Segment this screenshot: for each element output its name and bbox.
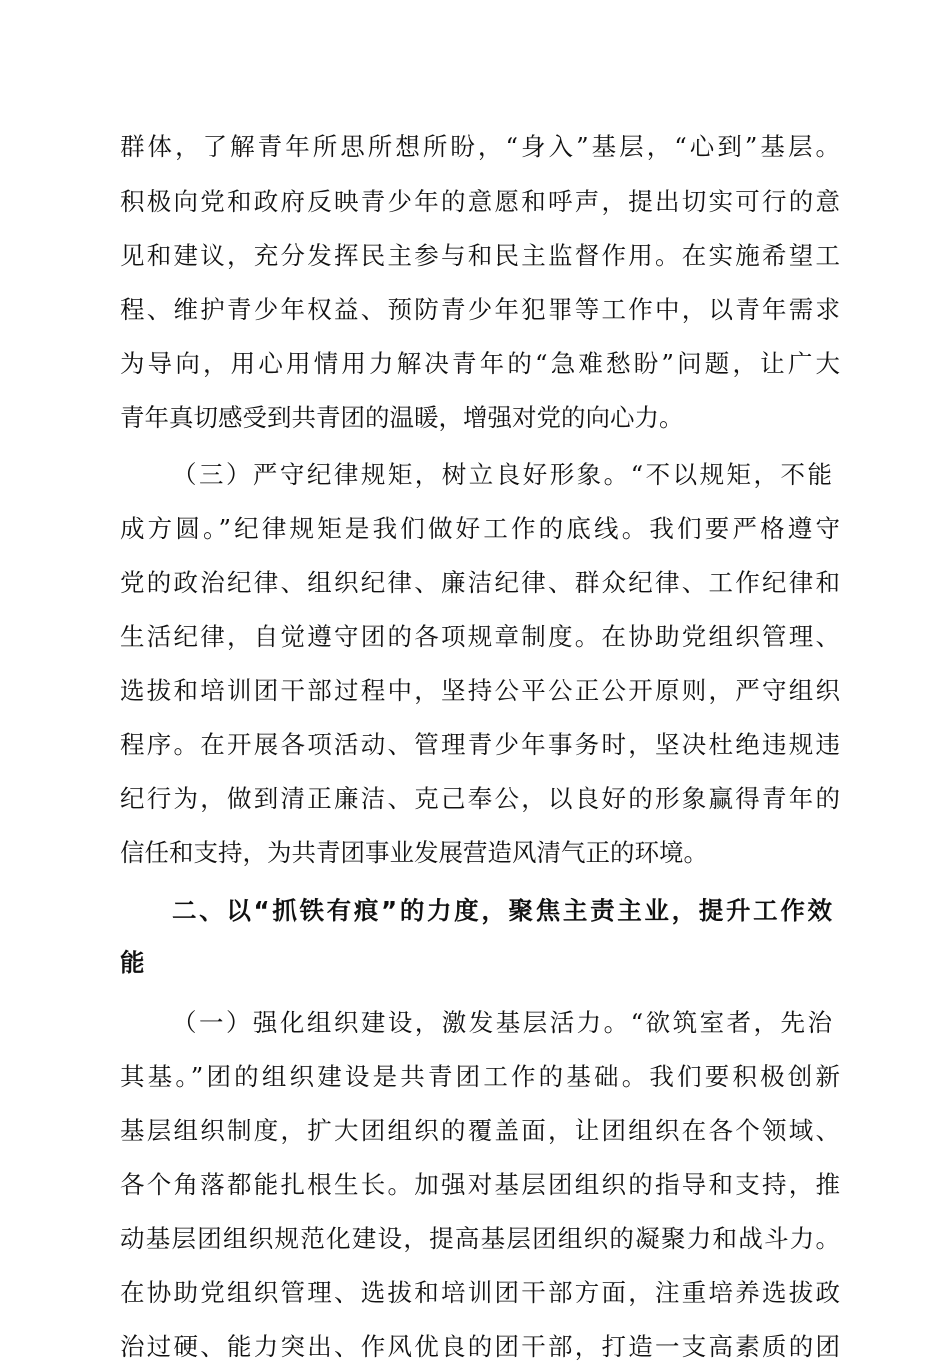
text-line: 选拔和培训团干部过程中，坚持公平公正公开原则，严守组织 xyxy=(120,676,840,705)
text-line: 生活纪律，自觉遵守团的各项规章制度。在协助党组织管理、 xyxy=(120,622,840,651)
text-line: 党的政治纪律、组织纪律、廉洁纪律、群众纪律、工作纪律和 xyxy=(120,568,840,597)
text-line: 青年真切感受到共青团的温暖，增强对党的向心力。 xyxy=(120,403,684,432)
text-line: 群体，了解青年所思所想所盼，“身入”基层，“心到”基层。 xyxy=(120,132,840,161)
text-line: 见和建议，充分发挥民主参与和民主监督作用。在实施希望工 xyxy=(120,241,840,270)
text-line: 成方圆。”纪律规矩是我们做好工作的底线。我们要严格遵守 xyxy=(120,514,840,543)
subsection-heading-line: （三）严守纪律规矩，树立良好形象。“不以规矩，不能 xyxy=(172,460,832,489)
text-line: 程、维护青少年权益、预防青少年犯罪等工作中，以青年需求 xyxy=(120,295,840,324)
text-line: 各个角落都能扎根生长。加强对基层团组织的指导和支持，推 xyxy=(120,1170,840,1199)
text-line: 治过硬、能力突出、作风优良的团干部，打造一支高素质的团 xyxy=(120,1332,840,1361)
text-line: 在协助党组织管理、选拔和培训团干部方面，注重培养选拔政 xyxy=(120,1278,840,1307)
text-line: 动基层团组织规范化建设，提高基层团组织的凝聚力和战斗力。 xyxy=(120,1224,840,1253)
text-line: 程序。在开展各项活动、管理青少年事务时，坚决杜绝违规违 xyxy=(120,730,840,759)
section-heading-line: 二、以“抓铁有痕”的力度，聚焦主责主业，提升工作效 xyxy=(172,896,832,925)
text-line: 信任和支持，为共青团事业发展营造风清气正的环境。 xyxy=(120,838,708,867)
section-heading-line: 能 xyxy=(120,948,145,977)
text-line: 积极向党和政府反映青少年的意愿和呼声，提出切实可行的意 xyxy=(120,187,840,216)
text-line: 为导向，用心用情用力解决青年的“急难愁盼”问题，让广大 xyxy=(120,349,840,378)
text-line: 纪行为，做到清正廉洁、克己奉公，以良好的形象赢得青年的 xyxy=(120,784,840,813)
text-line: 基层组织制度，扩大团组织的覆盖面，让团组织在各个领域、 xyxy=(120,1116,840,1145)
text-line: 其基。”团的组织建设是共青团工作的基础。我们要积极创新 xyxy=(120,1062,840,1091)
subsection-heading-line: （一）强化组织建设，激发基层活力。“欲筑室者，先治 xyxy=(172,1008,832,1037)
